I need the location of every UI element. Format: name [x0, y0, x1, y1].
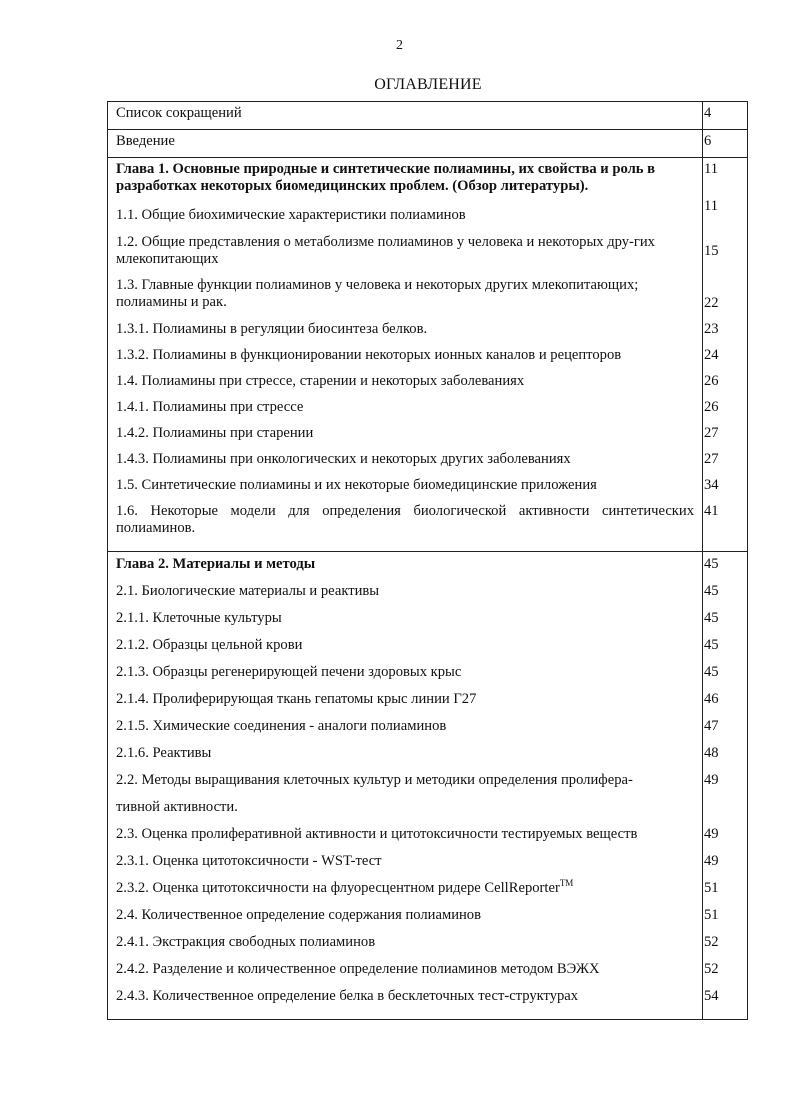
- toc-row: [108, 772, 747, 816]
- toc-entry-page: 22: [704, 295, 719, 311]
- toc-row: [108, 880, 747, 897]
- toc-entry-text: 1.3.2. Полиамины в функционировании некоторых ионных каналов и рецепторов: [116, 347, 622, 363]
- toc-table: [107, 101, 748, 1020]
- toc-entry-page: 45: [704, 583, 719, 599]
- toc-entry-page: 49: [704, 826, 719, 842]
- toc-entry-page: 26: [704, 399, 719, 415]
- toc-row: [108, 907, 747, 924]
- chapter-heading-page: 11: [704, 161, 719, 177]
- toc-row: [108, 399, 747, 416]
- toc-entry-text: Введение: [116, 133, 175, 149]
- toc-entry-page: 27: [704, 451, 719, 467]
- toc-row: [108, 664, 747, 681]
- toc-entry-page: 54: [704, 988, 719, 1004]
- toc-entry-page: 41: [704, 503, 719, 519]
- toc-block-chapter-2: [108, 551, 747, 1019]
- toc-row: [108, 198, 747, 224]
- toc-entry-text: 2.1.4. Пролиферирующая ткань гепатомы крыс линии Г27: [116, 691, 477, 707]
- toc-entry-page: 46: [704, 691, 719, 707]
- toc-row: [108, 373, 747, 390]
- toc-entry-page: 45: [704, 664, 719, 680]
- toc-entry-line-2: тивной активности.: [116, 799, 238, 815]
- toc-row: [108, 425, 747, 442]
- toc-entry-page: 51: [704, 880, 719, 896]
- toc-row: [108, 102, 747, 129]
- toc-row: [108, 610, 747, 627]
- toc-entry-text: 1.4. Полиамины при стрессе, старении и некоторых заболеваниях: [116, 373, 525, 389]
- toc-entry-text: 1.6. Некоторые модели для определения биологической активности синтетических полиаминов.: [116, 503, 694, 536]
- trademark-sup: TM: [559, 878, 574, 889]
- toc-entry-page: 24: [704, 347, 719, 363]
- toc-row: [108, 503, 747, 537]
- toc-row: [108, 988, 747, 1005]
- toc-row: [108, 583, 747, 600]
- toc-entry-page: 34: [704, 477, 719, 493]
- toc-row: [108, 347, 747, 364]
- toc-entry-text: 2.1. Биологические материалы и реактивы: [116, 583, 380, 599]
- toc-entry-page: 49: [704, 853, 719, 869]
- toc-row: [108, 691, 747, 708]
- toc-row: [108, 934, 747, 951]
- toc-entry-page: 51: [704, 907, 719, 923]
- toc-row: [108, 637, 747, 654]
- toc-block-intro: [108, 129, 747, 157]
- toc-entry-text: 2.4.1. Экстракция свободных полиаминов: [116, 934, 376, 950]
- toc-entry-text: 1.3. Главные функции полиаминов у человека и некоторых других млекопитающих; полиамины и рак.: [116, 277, 639, 310]
- toc-entry-text: 2.1.6. Реактивы: [116, 745, 212, 761]
- toc-row: [108, 321, 747, 338]
- toc-entry-text: Список сокращений: [116, 105, 242, 121]
- page-number: 2: [396, 38, 403, 53]
- chapter-heading: [108, 158, 747, 195]
- toc-entry-page: 4: [704, 105, 712, 121]
- toc-entry-page: 52: [704, 961, 719, 977]
- toc-entry-text: 2.3.1. Оценка цитотоксичности - WST-тест: [116, 853, 382, 869]
- toc-entry-text: 1.1. Общие биохимические характеристики полиаминов: [116, 207, 466, 223]
- toc-row: [108, 961, 747, 978]
- toc-entry-line-1: 2.2. Методы выращивания клеточных культур и методики определения пролифера-: [116, 772, 633, 788]
- toc-row: [108, 745, 747, 762]
- chapter-heading-text: Глава 1. Основные природные и синтетические полиамины, их свойства и роль в разработках некоторых биомедицинских проблем. (Обзор литературы).: [116, 161, 655, 194]
- toc-row: [108, 451, 747, 468]
- toc-entry-page: 26: [704, 373, 719, 389]
- toc-entry-page: 23: [704, 321, 719, 337]
- toc-entry-text: [108, 772, 694, 816]
- chapter-heading-text: Глава 2. Материалы и методы: [116, 556, 316, 572]
- toc-entry-page: 15: [704, 243, 719, 259]
- toc-entry-text: 2.4.2. Разделение и количественное определение полиаминов методом ВЭЖХ: [116, 961, 600, 977]
- toc-entry-text: 2.3. Оценка пролиферативной активности и цитотоксичности тестируемых веществ: [116, 826, 638, 842]
- toc-entry-page: 48: [704, 745, 719, 761]
- toc-entry-page: 52: [704, 934, 719, 950]
- toc-entry-page: 11: [704, 198, 719, 214]
- chapter-heading: [108, 552, 747, 573]
- toc-entry-page: 45: [704, 610, 719, 626]
- toc-entry-text: 1.4.3. Полиамины при онкологических и некоторых других заболеваниях: [116, 451, 571, 467]
- toc-entry-text: 1.4.1. Полиамины при стрессе: [116, 399, 304, 415]
- toc-entry-text: 2.1.1. Клеточные культуры: [116, 610, 282, 626]
- toc-entry-text: 2.1.2. Образцы цельной крови: [116, 637, 303, 653]
- page-title: ОГЛАВЛЕНИЕ: [374, 76, 482, 93]
- toc-row: [108, 718, 747, 735]
- toc-row: [108, 826, 747, 843]
- toc-row: [108, 477, 747, 494]
- toc-row: [108, 277, 747, 312]
- toc-entry-page: 27: [704, 425, 719, 441]
- toc-block-chapter-1: [108, 157, 747, 551]
- toc-entry-text: 1.3.1. Полиамины в регуляции биосинтеза белков.: [116, 321, 428, 337]
- toc-row: [108, 130, 747, 157]
- toc-entry-text: 1.2. Общие представления о метаболизме полиаминов у человека и некоторых дру-гих млекопитающих: [116, 234, 655, 267]
- toc-entry-main: 2.3.2. Оценка цитотоксичности на флуоресцентном ридере CellReporter: [116, 880, 560, 896]
- toc-block-front: [108, 102, 747, 129]
- toc-entry-text: 1.4.2. Полиамины при старении: [116, 425, 314, 441]
- chapter-heading-page: 45: [704, 556, 719, 572]
- toc-entry-text: 2.1.5. Химические соединения - аналоги полиаминов: [116, 718, 447, 734]
- toc-entry-page: 47: [704, 718, 719, 734]
- toc-row: [108, 234, 747, 268]
- toc-entry-text: 2.1.3. Образцы регенерирующей печени здоровых крыс: [116, 664, 462, 680]
- toc-entry-text: [108, 880, 694, 897]
- toc-entry-text: 1.5. Синтетические полиамины и их некоторые биомедицинские приложения: [116, 477, 597, 493]
- toc-entry-page: 45: [704, 637, 719, 653]
- toc-row: [108, 853, 747, 870]
- toc-entry-page: 6: [704, 133, 712, 149]
- toc-entry-page: 49: [704, 772, 719, 788]
- toc-entry-text: 2.4. Количественное определение содержания полиаминов: [116, 907, 481, 923]
- toc-entry-text: 2.4.3. Количественное определение белка в бесклеточных тест-структурах: [116, 988, 579, 1004]
